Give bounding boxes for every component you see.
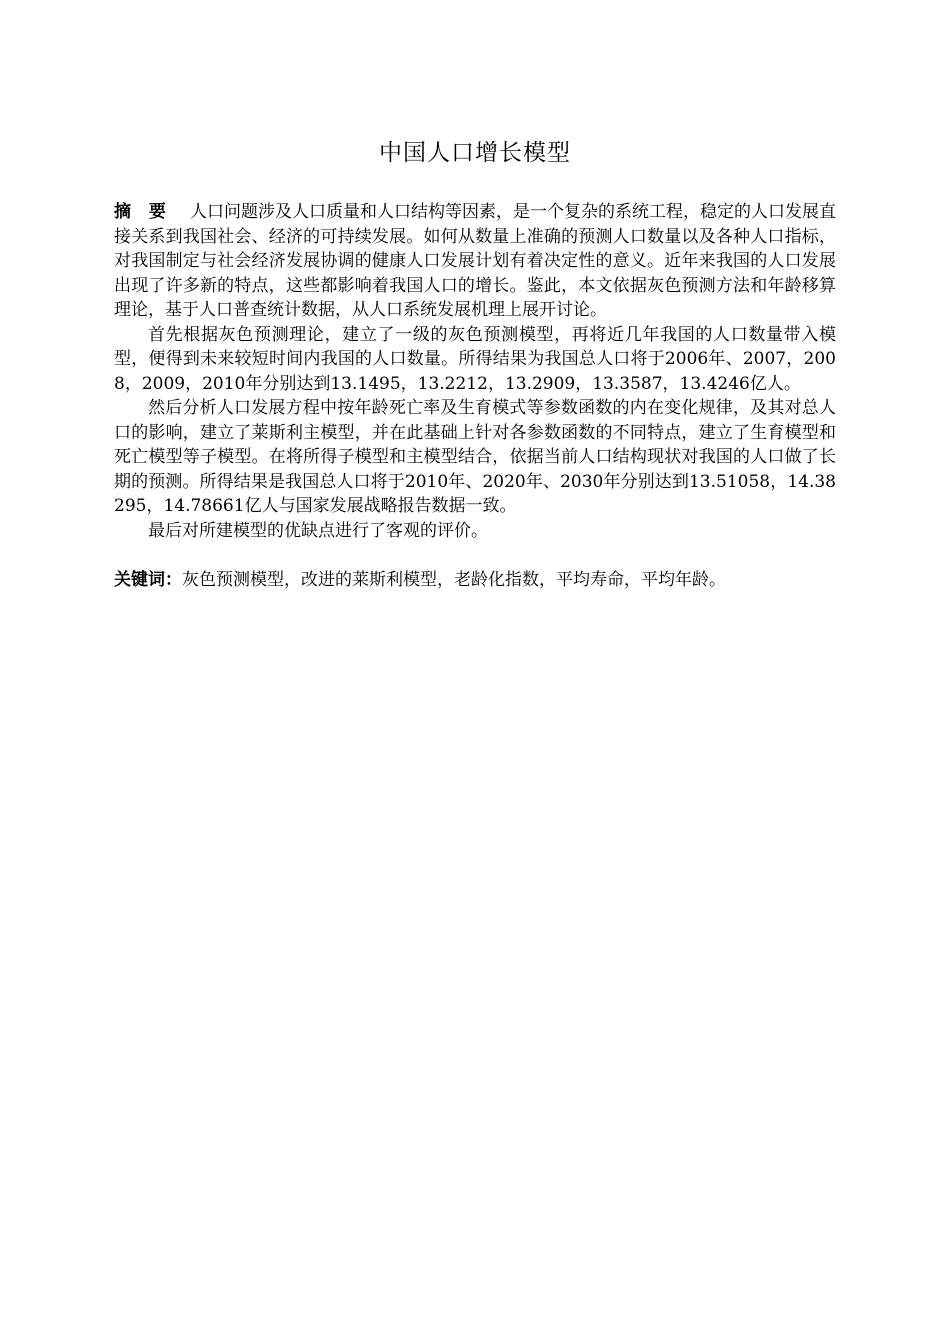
paper-title: 中国人口增长模型: [379, 140, 571, 166]
abstract-paragraph-1: [114, 200, 836, 323]
keywords-text: 灰色预测模型，改进的莱斯利模型，老龄化指数，平均寿命，平均年龄。: [182, 570, 726, 590]
abstract-label: 摘 要: [114, 202, 172, 222]
keywords-label: 关键词：: [114, 570, 182, 590]
abstract-paragraph-2: 首先根据灰色预测理论，建立了一级的灰色预测模型，再将近几年我国的人口数量带入模型，便得到未来较短时间内我国的人口数量。所得结果为我国总人口将于2006年、2007，2008，2009，2010年分别达到13.1495，13.2212，13.2909，13.3587，13.4246亿人。: [114, 324, 836, 394]
keywords-line: [114, 568, 836, 593]
abstract-section: [114, 200, 836, 593]
abstract-text-1: 人口问题涉及人口质量和人口结构等因素，是一个复杂的系统工程，稳定的人口发展直接关系到我国社会、经济的可持续发展。如何从数量上准确的预测人口数量以及各种人口指标，对我国制定与社会经济发展协调的健康人口发展计划有着决定性的意义。近年来我国的人口发展出现了许多新的特点，这些都影响着我国人口的增长。鉴此，本文依据灰色预测方法和年龄移算理论，基于人口普查统计数据，从人口系统发展机理上展开讨论。: [114, 202, 837, 320]
abstract-paragraph-4: 最后对所建模型的优缺点进行了客观的评价。: [148, 520, 488, 541]
abstract-paragraph-3: 然后分析人口发展方程中按年龄死亡率及生育模式等参数函数的内在变化规律，及其对总人口的影响，建立了莱斯利主模型，并在此基础上针对各参数函数的不同特点，建立了生育模型和死亡模型等子模型。在将所得子模型和主模型结合，依据当前人口结构现状对我国的人口做了长期的预测。所得结果是我国总人口将于2010年、2020年、2030年分别达到13.51058，14.38295，14.78661亿人与国家发展战略报告数据一致。: [114, 398, 836, 516]
